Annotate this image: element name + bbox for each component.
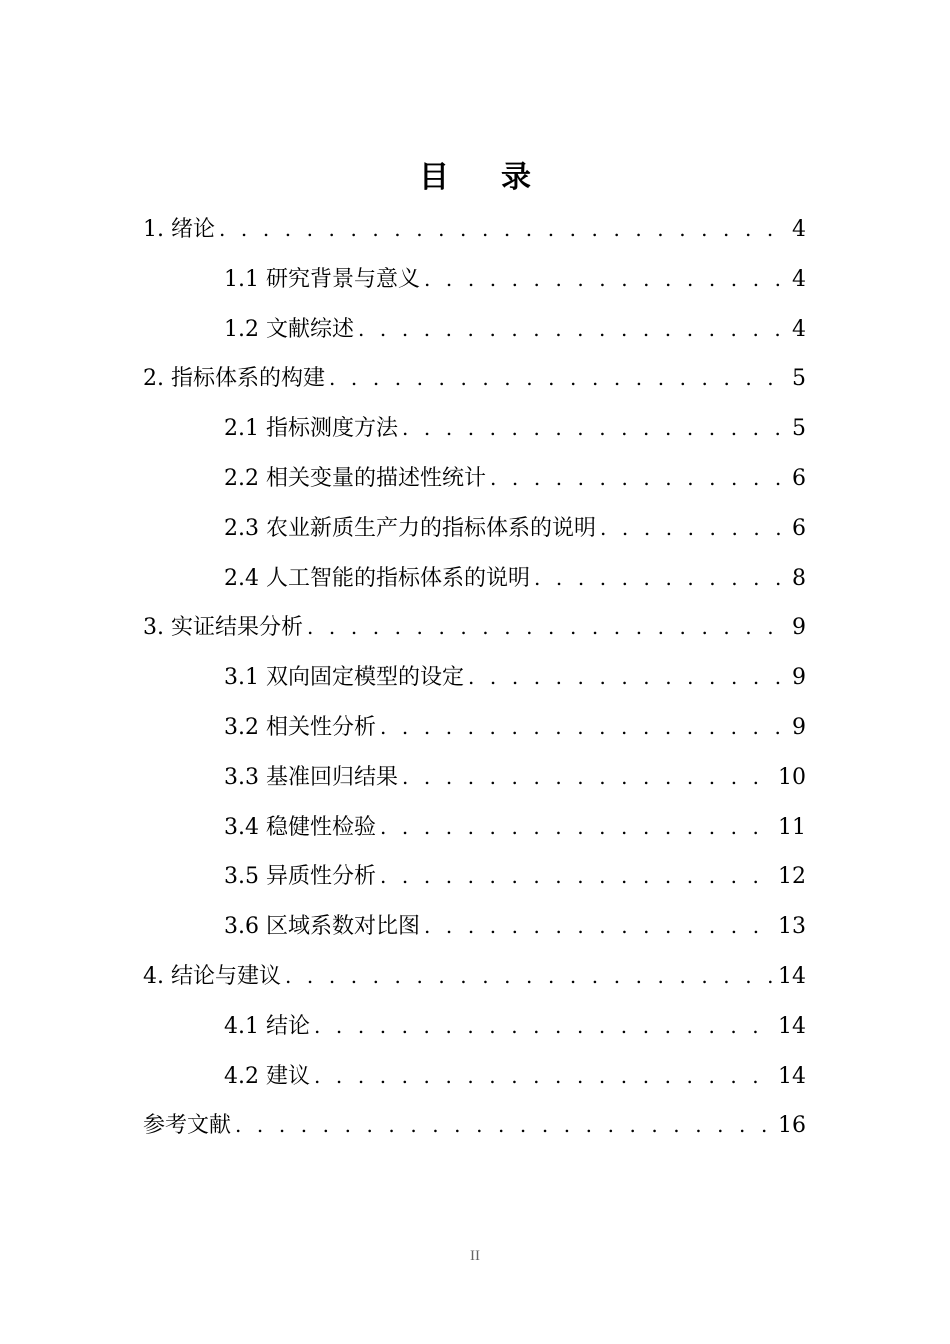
toc-entry-title: 2.1 指标测度方法: [224, 416, 398, 442]
toc-entry-page: 9: [792, 615, 806, 641]
toc-dot-leader: [424, 902, 774, 952]
toc-entry-page: 6: [792, 465, 806, 491]
toc-dot-leader: [402, 404, 788, 454]
toc-entry-title: 1.2 文献综述: [224, 316, 354, 342]
toc-entry[interactable]: [0, 603, 950, 653]
toc-entry[interactable]: [0, 852, 950, 902]
toc-entry[interactable]: [0, 554, 950, 604]
toc-dot-leader: [219, 205, 788, 255]
toc-title: 目录: [419, 160, 583, 195]
toc-dot-leader: [314, 1052, 774, 1102]
toc-dot-leader: [600, 504, 788, 554]
toc-dot-leader: [235, 1101, 774, 1151]
toc-dot-leader: [380, 852, 774, 902]
toc-entry[interactable]: [0, 504, 950, 554]
toc-entry-title: 2.2 相关变量的描述性统计: [224, 465, 486, 491]
toc-entry[interactable]: [0, 1101, 950, 1151]
toc-dot-leader: [490, 454, 788, 504]
toc-entry-title: 3.3 基准回归结果: [224, 764, 398, 790]
toc-entry[interactable]: [0, 404, 950, 454]
toc-entry[interactable]: [0, 454, 950, 504]
toc-list: [0, 205, 950, 1151]
toc-dot-leader: [534, 554, 788, 604]
toc-dot-leader: [329, 354, 788, 404]
toc-dot-leader: [358, 305, 788, 355]
toc-entry-page: 14: [778, 963, 806, 989]
page-number: II: [470, 1248, 480, 1264]
toc-entry-page: 9: [792, 714, 806, 740]
toc-entry[interactable]: [0, 653, 950, 703]
toc-entry[interactable]: [0, 305, 950, 355]
toc-entry-page: 16: [778, 1113, 806, 1139]
toc-entry-title: 4.1 结论: [224, 1013, 310, 1039]
toc-entry-title: 参考文献: [143, 1113, 232, 1139]
toc-dot-leader: [380, 803, 774, 853]
toc-entry[interactable]: [0, 902, 950, 952]
toc-entry-title: 3.6 区域系数对比图: [224, 914, 420, 940]
toc-entry[interactable]: [0, 255, 950, 305]
toc-entry[interactable]: [0, 354, 950, 404]
toc-entry[interactable]: [0, 803, 950, 853]
toc-dot-leader: [468, 653, 788, 703]
toc-entry-title: 3.4 稳健性检验: [224, 814, 376, 840]
toc-entry-title: 4. 结论与建议: [143, 963, 281, 989]
toc-entry-page: 4: [792, 266, 806, 292]
toc-dot-leader: [285, 952, 774, 1002]
toc-entry-page: 12: [778, 864, 806, 890]
toc-entry-page: 14: [778, 1063, 806, 1089]
toc-entry-title: 3.2 相关性分析: [224, 714, 376, 740]
toc-entry[interactable]: [0, 952, 950, 1002]
toc-dot-leader: [307, 603, 788, 653]
toc-entry[interactable]: [0, 205, 950, 255]
toc-entry-title: 2.3 农业新质生产力的指标体系的说明: [224, 515, 596, 541]
toc-entry-page: 14: [778, 1013, 806, 1039]
toc-entry[interactable]: [0, 703, 950, 753]
toc-dot-leader: [314, 1002, 774, 1052]
toc-entry-page: 5: [792, 416, 806, 442]
toc-entry-page: 9: [792, 665, 806, 691]
toc-entry-page: 4: [792, 316, 806, 342]
toc-dot-leader: [402, 753, 774, 803]
toc-entry-title: 1.1 研究背景与意义: [224, 266, 420, 292]
toc-entry-page: 8: [792, 565, 806, 591]
toc-entry-page: 13: [778, 914, 806, 940]
toc-entry-title: 4.2 建议: [224, 1063, 310, 1089]
toc-dot-leader: [380, 703, 788, 753]
toc-entry-title: 2.4 人工智能的指标体系的说明: [224, 565, 530, 591]
toc-entry-page: 5: [792, 366, 806, 392]
toc-entry[interactable]: [0, 753, 950, 803]
toc-entry-title: 1. 绪论: [143, 217, 215, 242]
toc-dot-leader: [424, 255, 788, 305]
toc-entry-title: 3.1 双向固定模型的设定: [224, 665, 464, 691]
toc-entry[interactable]: [0, 1052, 950, 1102]
toc-entry-page: 4: [792, 217, 806, 242]
toc-entry[interactable]: [0, 1002, 950, 1052]
toc-entry-page: 10: [778, 764, 806, 790]
toc-entry-title: 3.5 异质性分析: [224, 864, 376, 890]
toc-entry-page: 11: [778, 814, 806, 840]
toc-entry-title: 3. 实证结果分析: [143, 615, 303, 641]
toc-entry-page: 6: [792, 515, 806, 541]
toc-entry-title: 2. 指标体系的构建: [143, 366, 325, 392]
